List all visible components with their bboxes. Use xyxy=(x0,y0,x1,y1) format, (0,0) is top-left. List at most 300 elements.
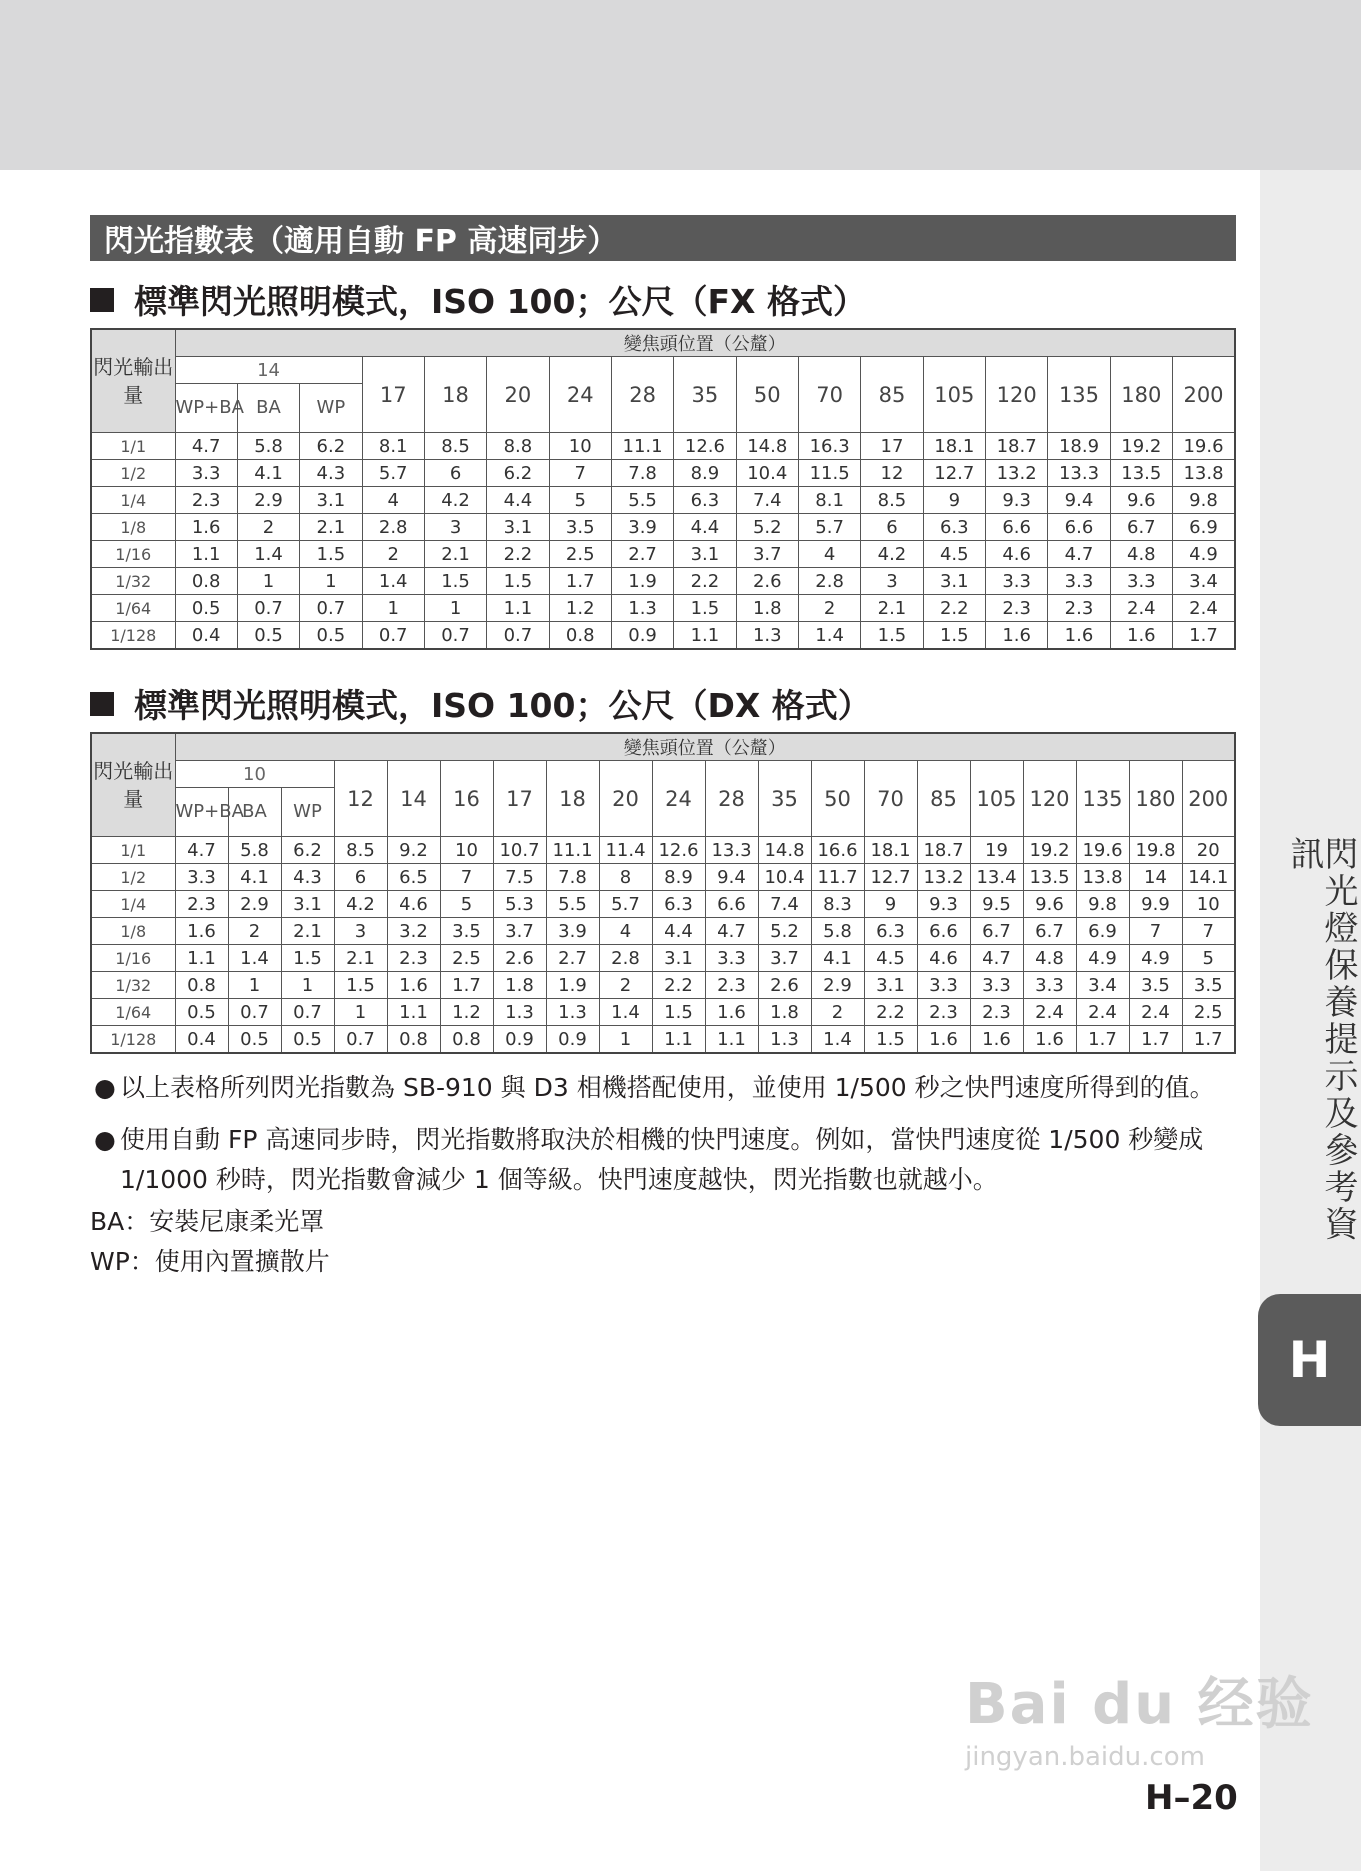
guide-number-cell: 2.2 xyxy=(652,972,705,999)
output-label: 1/16 xyxy=(91,541,175,568)
guide-number-cell: 1.1 xyxy=(487,595,549,622)
guide-number-cell: 2.4 xyxy=(1173,595,1236,622)
sub-zoom-header: BA xyxy=(237,384,299,433)
guide-number-cell: 2.4 xyxy=(1129,999,1182,1026)
guide-number-cell: 2.3 xyxy=(175,891,228,918)
guide-number-cell: 7 xyxy=(549,460,611,487)
guide-number-cell: 2.8 xyxy=(599,945,652,972)
zoom-header: 28 xyxy=(611,357,673,433)
guide-number-cell: 0.8 xyxy=(175,568,237,595)
zoom-header: 200 xyxy=(1182,761,1235,837)
guide-number-cell: 2.6 xyxy=(758,972,811,999)
guide-number-cell: 6.2 xyxy=(281,837,334,864)
guide-number-cell: 2.1 xyxy=(281,918,334,945)
output-label: 1/128 xyxy=(91,622,175,650)
guide-number-cell: 1.4 xyxy=(237,541,299,568)
guide-number-cell: 1.5 xyxy=(674,595,736,622)
guide-number-cell: 1.5 xyxy=(300,541,362,568)
guide-number-cell: 7.8 xyxy=(611,460,673,487)
guide-number-cell: 5.7 xyxy=(798,514,860,541)
guide-number-cell: 10 xyxy=(549,433,611,460)
guide-number-cell: 2.9 xyxy=(237,487,299,514)
guide-number-cell: 8.1 xyxy=(362,433,424,460)
guide-number-cell: 9 xyxy=(923,487,985,514)
guide-number-cell: 4.6 xyxy=(985,541,1047,568)
guide-number-cell: 13.4 xyxy=(970,864,1023,891)
guide-number-cell: 4.4 xyxy=(487,487,549,514)
guide-number-cell: 1.7 xyxy=(1076,1026,1129,1054)
guide-number-cell: 2.2 xyxy=(487,541,549,568)
guide-number-cell: 3.3 xyxy=(1023,972,1076,999)
row-header: 閃光輸出量 xyxy=(91,733,175,837)
zoom-caption: 變焦頭位置（公釐） xyxy=(175,733,1235,761)
output-label: 1/4 xyxy=(91,487,175,514)
guide-number-cell: 5.5 xyxy=(546,891,599,918)
guide-number-cell: 6 xyxy=(334,864,387,891)
table-row xyxy=(91,433,1235,460)
guide-number-cell: 2.3 xyxy=(917,999,970,1026)
guide-number-cell: 6.5 xyxy=(387,864,440,891)
guide-number-cell: 9.4 xyxy=(705,864,758,891)
guide-number-cell: 0.7 xyxy=(228,999,281,1026)
table-row xyxy=(91,514,1235,541)
guide-number-cell: 1 xyxy=(362,595,424,622)
guide-number-cell: 1.3 xyxy=(758,1026,811,1054)
guide-number-cell: 2 xyxy=(599,972,652,999)
guide-number-cell: 0.4 xyxy=(175,622,237,650)
guide-number-cell: 3.2 xyxy=(387,918,440,945)
zoom-header: 28 xyxy=(705,761,758,837)
table-row xyxy=(91,918,1235,945)
guide-number-cell: 3 xyxy=(334,918,387,945)
guide-number-cell: 1.5 xyxy=(424,568,486,595)
output-label: 1/8 xyxy=(91,514,175,541)
guide-number-cell: 6.6 xyxy=(1048,514,1110,541)
table-row xyxy=(91,622,1235,650)
guide-number-cell: 9.4 xyxy=(1048,487,1110,514)
guide-number-cell: 2.4 xyxy=(1076,999,1129,1026)
guide-number-cell: 4.1 xyxy=(811,945,864,972)
guide-number-cell: 1.2 xyxy=(549,595,611,622)
guide-number-cell: 9.3 xyxy=(917,891,970,918)
guide-number-cell: 0.8 xyxy=(175,972,228,999)
zoom-header: 35 xyxy=(674,357,736,433)
guide-number-cell: 7.4 xyxy=(758,891,811,918)
guide-number-cell: 3.9 xyxy=(546,918,599,945)
guide-number-cell: 1.4 xyxy=(228,945,281,972)
guide-number-cell: 2.3 xyxy=(387,945,440,972)
guide-number-cell: 1.2 xyxy=(440,999,493,1026)
guide-number-cell: 4 xyxy=(798,541,860,568)
table-row xyxy=(91,999,1235,1026)
guide-number-cell: 4.3 xyxy=(300,460,362,487)
output-label: 1/2 xyxy=(91,864,175,891)
side-chapter-title: 閃光燈保養提示及參考資訊 xyxy=(1284,836,1358,1243)
guide-number-cell: 16.6 xyxy=(811,837,864,864)
guide-number-cell: 3.3 xyxy=(1048,568,1110,595)
table-heading-dx xyxy=(90,680,871,727)
guide-number-cell: 3.4 xyxy=(1076,972,1129,999)
guide-number-cell: 0.9 xyxy=(546,1026,599,1054)
guide-number-cell: 2.7 xyxy=(546,945,599,972)
legend-ba: BA：安裝尼康柔光罩 xyxy=(90,1207,325,1236)
guide-number-cell: 1.5 xyxy=(281,945,334,972)
sub-zoom-header: WP+BA xyxy=(175,384,237,433)
guide-number-cell: 4.1 xyxy=(228,864,281,891)
guide-number-cell: 4.3 xyxy=(281,864,334,891)
guide-number-cell: 2 xyxy=(228,918,281,945)
square-bullet-icon xyxy=(90,692,114,716)
guide-number-cell: 19.6 xyxy=(1076,837,1129,864)
zoom-header: 70 xyxy=(798,357,860,433)
guide-number-cell: 2.1 xyxy=(300,514,362,541)
table-heading-fx xyxy=(90,276,866,323)
guide-number-cell: 4.8 xyxy=(1023,945,1076,972)
guide-number-cell: 2.3 xyxy=(1048,595,1110,622)
zoom-header: 24 xyxy=(549,357,611,433)
watermark xyxy=(965,1660,1314,1772)
guide-number-cell: 6.3 xyxy=(864,918,917,945)
guide-number-cell: 2.3 xyxy=(970,999,1023,1026)
guide-number-cell: 3.7 xyxy=(736,541,798,568)
guide-number-cell: 9 xyxy=(864,891,917,918)
guide-number-cell: 1.7 xyxy=(549,568,611,595)
guide-number-cell: 6.2 xyxy=(487,460,549,487)
guide-number-cell: 1.1 xyxy=(175,945,228,972)
guide-number-cell: 6.6 xyxy=(917,918,970,945)
guide-number-cell: 8.3 xyxy=(811,891,864,918)
guide-number-cell: 4.2 xyxy=(424,487,486,514)
guide-number-cell: 3.3 xyxy=(917,972,970,999)
guide-number-cell: 7 xyxy=(1182,918,1235,945)
guide-number-cell: 1.9 xyxy=(611,568,673,595)
guide-number-cell: 1.5 xyxy=(487,568,549,595)
guide-number-cell: 4.5 xyxy=(923,541,985,568)
guide-number-cell: 12.7 xyxy=(923,460,985,487)
zoom-header: 180 xyxy=(1129,761,1182,837)
table-heading-dx-text: 標準閃光照明模式，ISO 100；公尺（DX 格式） xyxy=(134,686,871,725)
guide-number-cell: 4.9 xyxy=(1129,945,1182,972)
zoom-header: 85 xyxy=(917,761,970,837)
guide-number-cell: 1.1 xyxy=(674,622,736,650)
top-header-band xyxy=(0,0,1361,170)
zoom-row xyxy=(91,357,1235,384)
guide-number-cell: 1 xyxy=(237,568,299,595)
guide-number-cell: 3.5 xyxy=(440,918,493,945)
zoom-header: 70 xyxy=(864,761,917,837)
guide-number-cell: 3.9 xyxy=(611,514,673,541)
guide-number-cell: 8.5 xyxy=(424,433,486,460)
guide-number-cell: 2.5 xyxy=(549,541,611,568)
guide-number-cell: 3 xyxy=(424,514,486,541)
output-label: 1/2 xyxy=(91,460,175,487)
guide-number-cell: 2.8 xyxy=(798,568,860,595)
guide-number-cell: 6.3 xyxy=(923,514,985,541)
guide-number-cell: 6 xyxy=(861,514,923,541)
guide-number-cell: 1.6 xyxy=(387,972,440,999)
guide-number-cell: 19.8 xyxy=(1129,837,1182,864)
zoom-header: 50 xyxy=(736,357,798,433)
guide-number-cell: 3.1 xyxy=(487,514,549,541)
guide-number-cell: 13.5 xyxy=(1023,864,1076,891)
guide-number-cell: 4.7 xyxy=(705,918,758,945)
guide-number-cell: 4.9 xyxy=(1173,541,1236,568)
guide-number-cell: 6.9 xyxy=(1173,514,1236,541)
chapter-tab-h[interactable]: H xyxy=(1258,1294,1361,1426)
guide-number-cell: 13.8 xyxy=(1173,460,1236,487)
guide-number-cell: 3.1 xyxy=(923,568,985,595)
guide-number-cell: 1.4 xyxy=(798,622,860,650)
guide-number-cell: 5.5 xyxy=(611,487,673,514)
note-text: 以上表格所列閃光指數為 SB-910 與 D3 相機搭配使用，並使用 1/500 秒之快門速度所得到的值。 xyxy=(120,1073,1215,1102)
guide-number-cell: 0.5 xyxy=(300,622,362,650)
guide-number-cell: 10 xyxy=(440,837,493,864)
guide-number-cell: 3.3 xyxy=(175,460,237,487)
table-row xyxy=(91,1026,1235,1054)
table-row xyxy=(91,541,1235,568)
guide-number-cell: 4.7 xyxy=(1048,541,1110,568)
zoom-header: 105 xyxy=(970,761,1023,837)
guide-number-table-fx xyxy=(90,328,1236,650)
guide-number-cell: 7.8 xyxy=(546,864,599,891)
guide-number-cell: 8.9 xyxy=(652,864,705,891)
table-row xyxy=(91,568,1235,595)
guide-number-cell: 0.7 xyxy=(424,622,486,650)
guide-number-cell: 0.7 xyxy=(281,999,334,1026)
guide-number-cell: 14.8 xyxy=(758,837,811,864)
guide-number-cell: 8 xyxy=(599,864,652,891)
guide-number-cell: 3.3 xyxy=(970,972,1023,999)
watermark-url: jingyan.baidu.com xyxy=(965,1742,1205,1772)
guide-number-cell: 2.3 xyxy=(985,595,1047,622)
guide-number-cell: 0.8 xyxy=(387,1026,440,1054)
guide-number-cell: 1.5 xyxy=(864,1026,917,1054)
guide-number-cell: 4 xyxy=(362,487,424,514)
guide-number-cell: 4.6 xyxy=(917,945,970,972)
section-title: 閃光指數表（適用自動 FP 高速同步） xyxy=(90,215,1236,261)
output-label: 1/16 xyxy=(91,945,175,972)
table-row xyxy=(91,891,1235,918)
guide-number-cell: 9.6 xyxy=(1023,891,1076,918)
guide-number-cell: 0.4 xyxy=(175,1026,228,1054)
guide-number-cell: 6 xyxy=(424,460,486,487)
guide-number-cell: 7.5 xyxy=(493,864,546,891)
guide-number-cell: 2.2 xyxy=(864,999,917,1026)
square-bullet-icon xyxy=(90,288,114,312)
guide-number-cell: 0.7 xyxy=(334,1026,387,1054)
guide-number-cell: 2.9 xyxy=(811,972,864,999)
output-label: 1/32 xyxy=(91,568,175,595)
guide-number-cell: 5.7 xyxy=(362,460,424,487)
guide-number-cell: 3.5 xyxy=(1182,972,1235,999)
guide-number-cell: 0.5 xyxy=(237,622,299,650)
guide-number-cell: 9.3 xyxy=(985,487,1047,514)
guide-number-cell: 6.6 xyxy=(985,514,1047,541)
guide-number-cell: 13.8 xyxy=(1076,864,1129,891)
guide-number-cell: 2 xyxy=(237,514,299,541)
guide-number-cell: 11.4 xyxy=(599,837,652,864)
guide-number-cell: 6.3 xyxy=(652,891,705,918)
guide-number-cell: 3.1 xyxy=(674,541,736,568)
table-row xyxy=(91,837,1235,864)
guide-number-cell: 0.8 xyxy=(440,1026,493,1054)
sub-zoom-header: WP xyxy=(300,384,362,433)
guide-number-cell: 2.1 xyxy=(861,595,923,622)
guide-number-cell: 3.1 xyxy=(652,945,705,972)
guide-number-cell: 13.5 xyxy=(1110,460,1172,487)
guide-number-cell: 19.2 xyxy=(1023,837,1076,864)
guide-number-cell: 6.7 xyxy=(970,918,1023,945)
guide-number-cell: 16.3 xyxy=(798,433,860,460)
guide-number-cell: 4.4 xyxy=(652,918,705,945)
page-number: H–20 xyxy=(1145,1778,1238,1818)
zoom-header: 35 xyxy=(758,761,811,837)
guide-number-cell: 8.5 xyxy=(861,487,923,514)
guide-number-cell: 9.2 xyxy=(387,837,440,864)
guide-number-cell: 19 xyxy=(970,837,1023,864)
bullet-dot-icon: ● xyxy=(94,1073,116,1102)
guide-number-cell: 4.7 xyxy=(175,837,228,864)
guide-number-cell: 8.8 xyxy=(487,433,549,460)
guide-number-cell: 5.7 xyxy=(599,891,652,918)
guide-number-cell: 2.1 xyxy=(334,945,387,972)
guide-number-cell: 2.8 xyxy=(362,514,424,541)
guide-number-cell: 2.3 xyxy=(175,487,237,514)
note-bullet xyxy=(90,1068,1240,1108)
table-row xyxy=(91,460,1235,487)
guide-number-cell: 3.7 xyxy=(493,918,546,945)
guide-number-cell: 3.3 xyxy=(985,568,1047,595)
guide-number-cell: 19.2 xyxy=(1110,433,1172,460)
guide-number-cell: 1 xyxy=(228,972,281,999)
zoom-header: 18 xyxy=(546,761,599,837)
guide-number-cell: 3.7 xyxy=(758,945,811,972)
zoom-header: 20 xyxy=(599,761,652,837)
guide-number-cell: 6.7 xyxy=(1023,918,1076,945)
guide-number-cell: 2.9 xyxy=(228,891,281,918)
guide-number-cell: 14 xyxy=(1129,864,1182,891)
guide-number-cell: 4.7 xyxy=(175,433,237,460)
guide-number-cell: 1 xyxy=(424,595,486,622)
output-label: 1/32 xyxy=(91,972,175,999)
guide-number-cell: 11.7 xyxy=(811,864,864,891)
guide-number-cell: 1.7 xyxy=(440,972,493,999)
guide-number-cell: 2.4 xyxy=(1110,595,1172,622)
guide-number-cell: 11.5 xyxy=(798,460,860,487)
guide-number-cell: 1.3 xyxy=(493,999,546,1026)
guide-number-cell: 1.7 xyxy=(1182,1026,1235,1054)
zoom-header: 105 xyxy=(923,357,985,433)
guide-number-cell: 4.1 xyxy=(237,460,299,487)
guide-number-cell: 13.3 xyxy=(1048,460,1110,487)
guide-number-cell: 1.1 xyxy=(705,1026,758,1054)
guide-number-cell: 2.6 xyxy=(493,945,546,972)
sub-zoom-header: WP xyxy=(281,788,334,837)
guide-number-cell: 18.9 xyxy=(1048,433,1110,460)
guide-number-cell: 1.4 xyxy=(599,999,652,1026)
output-label: 1/128 xyxy=(91,1026,175,1054)
guide-number-cell: 7 xyxy=(440,864,493,891)
guide-number-cell: 5.2 xyxy=(758,918,811,945)
guide-number-cell: 3 xyxy=(861,568,923,595)
guide-number-cell: 3.3 xyxy=(1110,568,1172,595)
guide-number-cell: 2.2 xyxy=(674,568,736,595)
guide-number-cell: 1.5 xyxy=(652,999,705,1026)
guide-number-cell: 1.9 xyxy=(546,972,599,999)
zoom-header: 135 xyxy=(1076,761,1129,837)
guide-number-cell: 1.6 xyxy=(985,622,1047,650)
guide-number-cell: 7.4 xyxy=(736,487,798,514)
guide-number-cell: 4.2 xyxy=(861,541,923,568)
zoom-header: 120 xyxy=(985,357,1047,433)
guide-number-table-dx xyxy=(90,732,1236,1054)
guide-number-cell: 4.9 xyxy=(1076,945,1129,972)
caption-row xyxy=(91,329,1235,357)
guide-number-cell: 2.4 xyxy=(1023,999,1076,1026)
guide-number-cell: 1.8 xyxy=(758,999,811,1026)
guide-number-cell: 4.2 xyxy=(334,891,387,918)
guide-number-cell: 6.7 xyxy=(1110,514,1172,541)
guide-number-cell: 4.6 xyxy=(387,891,440,918)
sub-zoom-header: BA xyxy=(228,788,281,837)
guide-number-cell: 13.2 xyxy=(985,460,1047,487)
guide-number-cell: 1.7 xyxy=(1173,622,1236,650)
zoom-header: 50 xyxy=(811,761,864,837)
zoom-header: 180 xyxy=(1110,357,1172,433)
guide-number-cell: 18.7 xyxy=(985,433,1047,460)
row-header: 閃光輸出量 xyxy=(91,329,175,433)
guide-number-cell: 5 xyxy=(440,891,493,918)
guide-number-cell: 14.1 xyxy=(1182,864,1235,891)
guide-number-cell: 0.7 xyxy=(300,595,362,622)
guide-number-cell: 11.1 xyxy=(611,433,673,460)
zoom-header: 12 xyxy=(334,761,387,837)
table-row xyxy=(91,595,1235,622)
guide-number-cell: 18.1 xyxy=(864,837,917,864)
sub-zoom-header: WP+BA xyxy=(175,788,228,837)
guide-number-cell: 5.8 xyxy=(228,837,281,864)
guide-number-cell: 0.7 xyxy=(487,622,549,650)
guide-number-cell: 10.4 xyxy=(758,864,811,891)
bullet-dot-icon: ● xyxy=(94,1125,116,1154)
guide-number-cell: 4.5 xyxy=(864,945,917,972)
guide-number-cell: 3.1 xyxy=(281,891,334,918)
guide-number-cell: 0.9 xyxy=(493,1026,546,1054)
zoom-header: 18 xyxy=(424,357,486,433)
guide-number-cell: 0.5 xyxy=(175,999,228,1026)
zoom-header: 85 xyxy=(861,357,923,433)
guide-number-cell: 0.8 xyxy=(549,622,611,650)
guide-number-cell: 14.8 xyxy=(736,433,798,460)
guide-number-cell: 9.6 xyxy=(1110,487,1172,514)
guide-number-cell: 1.1 xyxy=(387,999,440,1026)
guide-number-cell: 5 xyxy=(549,487,611,514)
guide-number-cell: 5 xyxy=(1182,945,1235,972)
guide-number-cell: 1.6 xyxy=(175,514,237,541)
guide-number-cell: 2.6 xyxy=(736,568,798,595)
guide-number-cell: 2 xyxy=(362,541,424,568)
guide-number-cell: 1.5 xyxy=(334,972,387,999)
guide-number-cell: 10.7 xyxy=(493,837,546,864)
guide-number-cell: 0.7 xyxy=(237,595,299,622)
guide-number-cell: 2.2 xyxy=(923,595,985,622)
guide-number-cell: 8.5 xyxy=(334,837,387,864)
guide-number-cell: 2.5 xyxy=(1182,999,1235,1026)
guide-number-cell: 18.7 xyxy=(917,837,970,864)
guide-number-cell: 4.4 xyxy=(674,514,736,541)
guide-number-cell: 12 xyxy=(861,460,923,487)
guide-number-cell: 6.6 xyxy=(705,891,758,918)
